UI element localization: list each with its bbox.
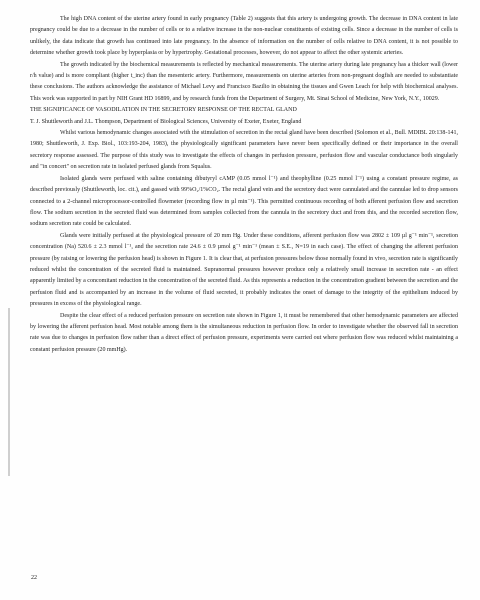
- paragraph-hemodynamic-intro: Whilst various hemodynamic changes associated with the stimulation of secretion in the rectal gland have been described (Solomon et al., Bull. MDIBL 20:138-141, 1980; Shuttleworth, J. Exp. Biol., 103:193-204, 1983), the physiologically significant parameters have never been specifically defined or their importance in the overall secretory response assessed. The purpose of this study was to investigate the effects of changes in perfusion pressure, perfusion flow and vascular conductance both singularly and "in concert" on secretion rate in isolated perfused glands from Squalus.: [30, 130, 458, 171]
- section-heading: THE SIGNIFICANCE OF VASODILATION IN THE SECRETORY RESPONSE OF THE RECTAL GLAND: [30, 107, 297, 114]
- paragraph-discussion: Despite the clear effect of a reduced perfusion pressure on secretion rate shown in Figure 1, it must be remembered that other hemodynamic parameters are affected by lowering the afferent perfusion head. Most notable among them is the simultaneous reduction in perfusion flow. In order to investigate whether the observed fall in secretion rate was due to changes in perfusion flow rather than a direct effect of perfusion pressure, experiments were carried out where perfusion flow was reduced whilst maintaining a constant perfusion pressure (20 mmHg).: [30, 312, 458, 353]
- paragraph-results: Glands were initially perfused at the physiological pressure of 20 mm Hg. Under these conditions, afferent perfusion flow was 2802 ± 109 µl g⁻¹ min⁻¹, secretion concentration (Na) 520.6 ± 2.3 mmol l⁻¹, and the secretion rate 24.6 ± 0.9 µmol g⁻¹ min⁻¹ (mean ± S.E., N=19 in each case). The effect of changing the afferent perfusion pressure (by raising or lowering the perfusion head) is shown in Figure 1. It is clear that, at perfusion pressures below those normally found in vivo, secretion rate is significantly reduced whilst the concentration of the secreted fluid is maintained. Supranormal pressures however produce only a relatively small increase in secretion rate - an effect apparently limited by a concomitant reduction in the concentration of the secreted fluid. As this represents a reduction in the concentration gradient between the secretion and the perfusion fluid and is accompanied by an increase in the volume of fluid secreted, it probably indicates the onset of damage to the integrity of the epithelium induced by pressures in excess of the physiological range.: [30, 232, 458, 308]
- paragraph-growth-indicated: The growth indicated by the biochemical measurements is reflected by mechanical measurements. The uterine artery during late pregnancy has a thicker wall (lower r/h value) and is more compliant (higher t_inc) than the mesenteric artery. Furthermore, measurements on uterine arteries from non-pregnant dogfish are needed to substantiate these conclusions. The authors acknowledge the assistance of Michael Levy and Francisco Bazilio in obtaining the tissues and Gwen Leach for help with biochemical analyses. This work was supported in part by NIH Grant HD 16899, and by research funds from the Department of Surgery, Mt. Sinai School of Medicine, New York, N.Y., 10029.: [30, 61, 458, 102]
- authors-line: T. J. Shuttleworth and J.L. Thompson, Department of Biological Sciences, University of Exeter, Exeter, England: [30, 118, 302, 125]
- paragraph-methods: Isolated glands were perfused with saline containing dibutyryl cAMP (0.05 mmol l⁻¹) and theophylline (0.25 mmol l⁻¹) using a constant pressure regime, as described previously (Shuttleworth, loc. cit.), and gassed with 99%O₂/1%CO₂. The rectal gland vein and the secretory duct were cannulated and the cannulae led to drop sensors connected to a 2-channel microprocessor-controlled flowmeter (recording flow in µl min⁻¹). This permitted continuous recording of both afferent perfusion flow and secretion flow. The sodium secretion in the secreted fluid was determined from samples collected from the cannula in the secretory duct and from this, and the recorded secretion flow, sodium secretion rate could be calculated.: [30, 175, 458, 228]
- page-number: 22: [31, 575, 37, 581]
- document-body: [30, 14, 458, 356]
- binding-shadow: [8, 308, 10, 476]
- paragraph-uterine-dna: The high DNA content of the uterine artery found in early pregnancy (Table 2) suggests that this artery is undergoing growth. The decrease in DNA content in late pregnancy could be due to a decrease in the number of cells or to a relative increase in the non-nuclear constituents of existing cells. Since a decrease in the number of cells is unlikely, the data indicate that growth has continued into late pregnancy. In the absence of information on the number of cells relative to DNA content, it is not possible to determine whether growth took place by hyperplasia or by hypertrophy. Gestational processes, however, do not appear to affect the other systemic arteries.: [30, 16, 458, 57]
